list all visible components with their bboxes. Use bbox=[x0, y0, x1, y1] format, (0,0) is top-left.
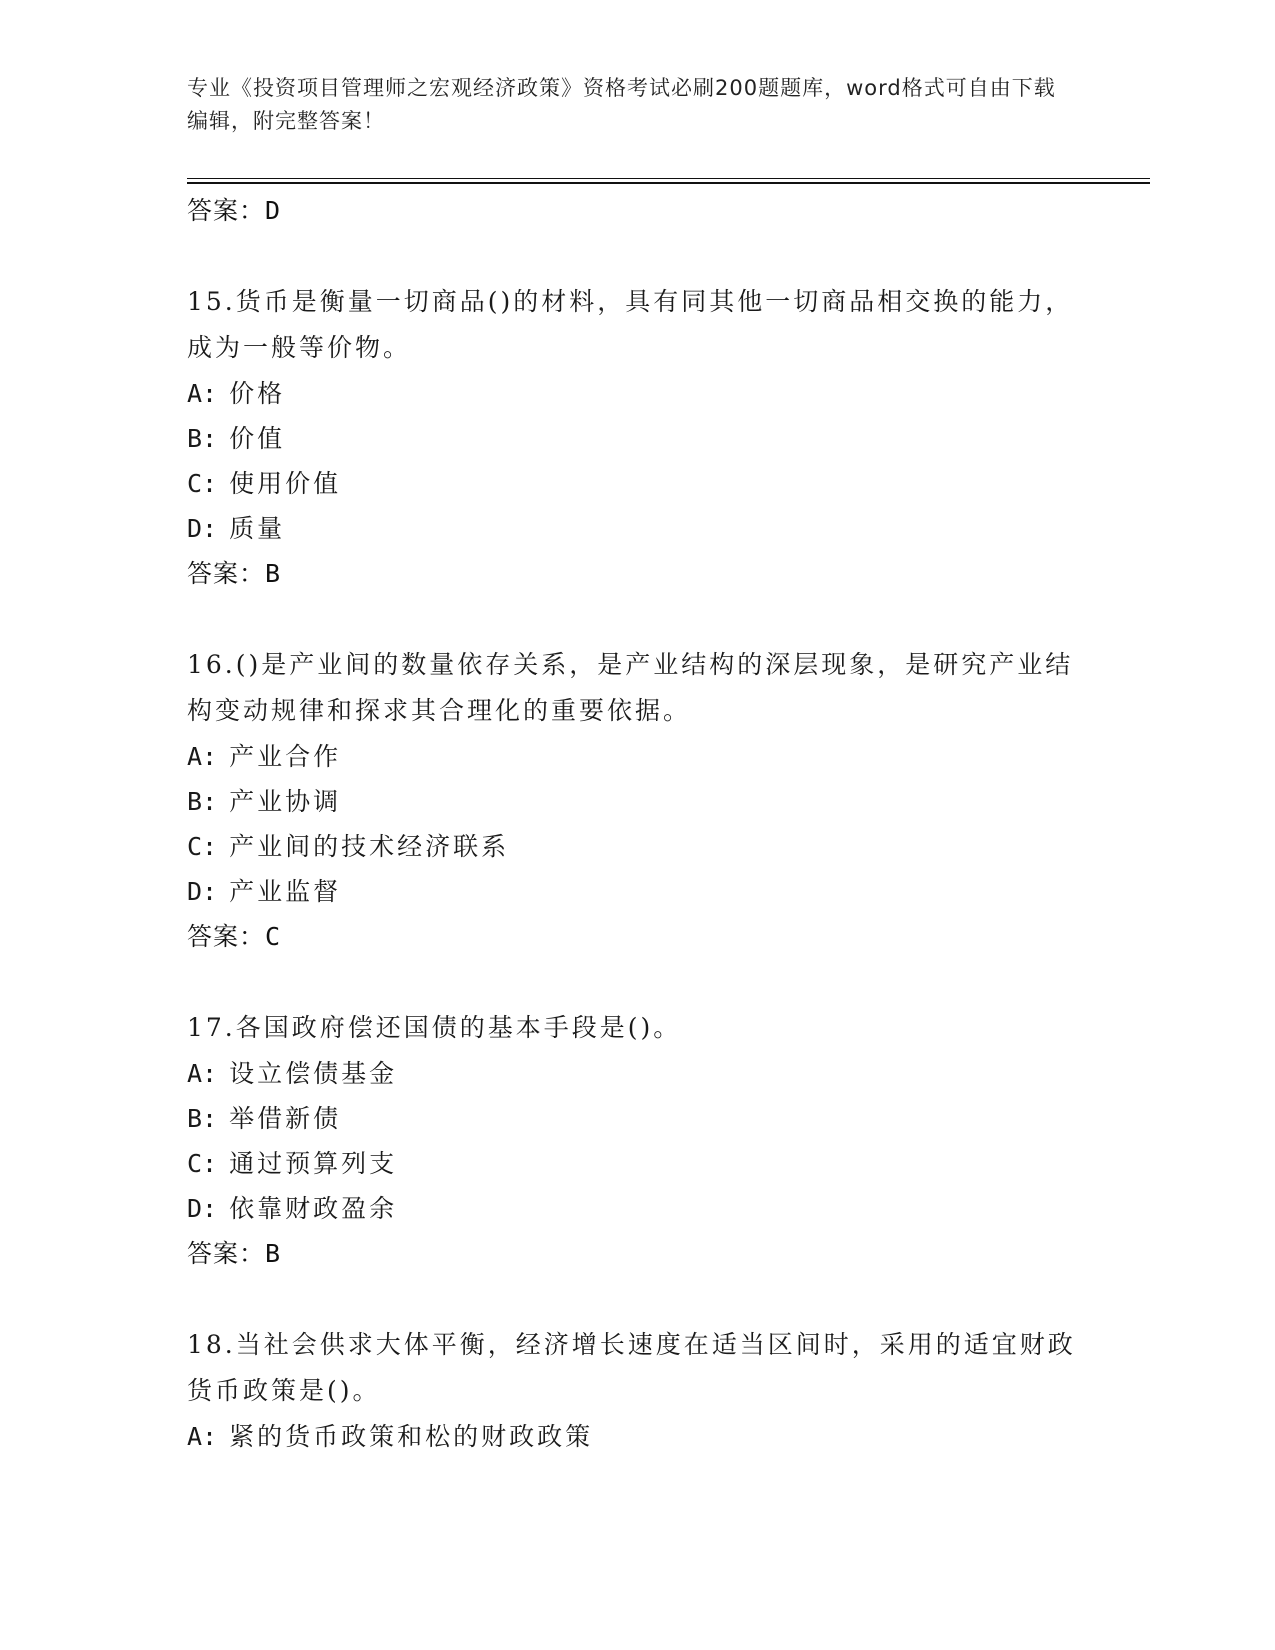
option-text: 依靠财政盈余 bbox=[229, 1194, 398, 1223]
option-a bbox=[187, 734, 1087, 779]
document-header bbox=[187, 72, 1067, 138]
option-a bbox=[187, 371, 1087, 416]
option-text: 价值 bbox=[229, 424, 286, 453]
option-a bbox=[187, 1414, 1087, 1459]
answer-value: C bbox=[265, 922, 282, 951]
option-d bbox=[187, 506, 1087, 551]
option-text: 产业协调 bbox=[229, 787, 342, 816]
option-b bbox=[187, 1096, 1087, 1141]
option-c bbox=[187, 1141, 1087, 1186]
option-text: 价格 bbox=[229, 379, 286, 408]
option-c bbox=[187, 824, 1087, 869]
option-letter: C: bbox=[187, 832, 218, 861]
option-letter: A: bbox=[187, 1422, 218, 1451]
answer-value: B bbox=[265, 1239, 282, 1268]
answer-label: 答案： bbox=[187, 559, 266, 588]
answer-label: 答案： bbox=[187, 196, 266, 225]
option-text: 紧的货币政策和松的财政政策 bbox=[229, 1422, 594, 1451]
answer-value: D bbox=[265, 196, 282, 225]
option-letter: A: bbox=[187, 742, 218, 771]
header-rule-double bbox=[187, 182, 1150, 184]
option-c bbox=[187, 461, 1087, 506]
question-stem: 16.()是产业间的数量依存关系，是产业结构的深层现象，是研究产业结构变动规律和探求其合理化的重要依据。 bbox=[187, 650, 1074, 725]
option-text: 产业间的技术经济联系 bbox=[229, 832, 510, 861]
header-title: 专业《投资项目管理师之宏观经济政策》资格考试必刷200题题库，word格式可自由下载编辑，附完整答案！ bbox=[187, 76, 1056, 133]
option-letter: D: bbox=[187, 877, 218, 906]
option-letter: C: bbox=[187, 469, 218, 498]
option-d bbox=[187, 869, 1087, 914]
option-b bbox=[187, 416, 1087, 461]
option-a bbox=[187, 1051, 1087, 1096]
question-stem: 15.货币是衡量一切商品()的材料，具有同其他一切商品相交换的能力，成为一般等价物。 bbox=[187, 287, 1074, 362]
option-b bbox=[187, 779, 1087, 824]
option-text: 使用价值 bbox=[229, 469, 342, 498]
option-text: 举借新债 bbox=[229, 1104, 342, 1133]
option-d bbox=[187, 1186, 1087, 1231]
answer-line bbox=[187, 1231, 1087, 1277]
option-letter: B: bbox=[187, 1104, 218, 1133]
question-stem: 18.当社会供求大体平衡，经济增长速度在适当区间时，采用的适宜财政货币政策是()。 bbox=[187, 1330, 1076, 1405]
option-letter: C: bbox=[187, 1149, 218, 1178]
option-letter: D: bbox=[187, 514, 218, 543]
question-list bbox=[187, 188, 1087, 1459]
answer-label: 答案： bbox=[187, 922, 266, 951]
answer-label: 答案： bbox=[187, 1239, 266, 1268]
question-15 bbox=[187, 279, 1087, 597]
answer-line bbox=[187, 188, 1087, 234]
option-letter: A: bbox=[187, 379, 218, 408]
answer-line bbox=[187, 914, 1087, 960]
option-letter: D: bbox=[187, 1194, 218, 1223]
question-17 bbox=[187, 1005, 1087, 1277]
option-letter: A: bbox=[187, 1059, 218, 1088]
option-text: 设立偿债基金 bbox=[229, 1059, 398, 1088]
question-16 bbox=[187, 642, 1087, 960]
header-rule bbox=[187, 178, 1150, 179]
option-text: 质量 bbox=[229, 514, 286, 543]
answer-value: B bbox=[265, 559, 282, 588]
option-text: 产业合作 bbox=[229, 742, 342, 771]
option-letter: B: bbox=[187, 787, 218, 816]
option-letter: B: bbox=[187, 424, 218, 453]
answer-line bbox=[187, 551, 1087, 597]
question-stem: 17.各国政府偿还国债的基本手段是()。 bbox=[187, 1013, 682, 1042]
option-text: 通过预算列支 bbox=[229, 1149, 398, 1178]
question-18 bbox=[187, 1322, 1087, 1459]
option-text: 产业监督 bbox=[229, 877, 342, 906]
